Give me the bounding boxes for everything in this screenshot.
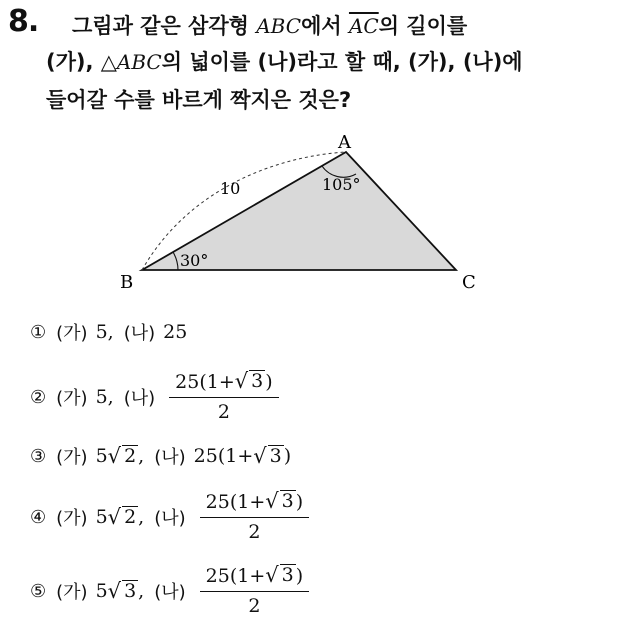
question-line-1 (72, 10, 467, 40)
radical-sign: √ (265, 489, 279, 514)
answer-na-text: ) (283, 445, 292, 467)
radicand: 3 (281, 490, 294, 513)
sqrt (108, 445, 138, 467)
question-text: 의 길이를 (378, 14, 468, 38)
choice-5[interactable] (30, 564, 309, 618)
label-ga: (가) (56, 582, 88, 603)
question-text: 에서 (301, 14, 349, 38)
answer-na: 25 (163, 321, 188, 343)
question-text: 의 넓이를 (나)라고 할 때, (가), (나)에 (161, 50, 523, 74)
triangle-name: ABC (256, 14, 302, 38)
choice-1[interactable] (30, 312, 187, 352)
numerator-text: 25(1+ (205, 565, 266, 588)
question-line-2 (46, 46, 523, 76)
sqrt (108, 506, 138, 528)
label-ga: (가) (56, 508, 88, 529)
choice-number: ④ (30, 506, 47, 528)
numerator-text: ) (295, 565, 304, 588)
fraction-numerator (200, 490, 310, 518)
radicand: 3 (281, 564, 294, 587)
label-ga: (가) (56, 447, 88, 468)
fraction-denominator: 2 (248, 594, 261, 617)
side-length-label: 10 (220, 179, 241, 198)
triangle-name: ABC (116, 50, 162, 74)
triangle-figure (110, 126, 490, 296)
choice-number: ② (30, 386, 47, 408)
answer-ga: 5 (95, 386, 108, 408)
label-na: (나) (154, 447, 186, 468)
angle-b-label: 30° (180, 251, 209, 270)
choice-number: ① (30, 321, 47, 343)
sqrt (265, 490, 295, 512)
label-na: (나) (154, 582, 186, 603)
sqrt (108, 580, 138, 602)
fraction-numerator (200, 564, 310, 592)
radicand: 3 (269, 445, 282, 468)
comma: , (107, 321, 114, 343)
segment-ac: $\overline{AC}$ (348, 14, 379, 38)
comma: , (107, 386, 114, 408)
sqrt (253, 445, 283, 467)
question-text: 그림과 같은 삼각형 (72, 14, 257, 38)
answer-ga-coef: 5 (95, 506, 108, 528)
numerator-text: 25(1+ (205, 491, 266, 514)
choice-2[interactable] (30, 370, 279, 424)
fraction-numerator (169, 370, 279, 398)
answer-na-fraction (200, 564, 310, 617)
comma: , (138, 506, 145, 528)
radical-sign: √ (234, 369, 249, 394)
angle-a-label: 105° (322, 175, 361, 194)
radical-sign: √ (253, 443, 267, 468)
fraction-denominator: 2 (217, 400, 230, 423)
numerator-text: ) (295, 491, 304, 514)
vertex-a-label: A (338, 132, 351, 153)
numerator-text: ) (265, 371, 273, 394)
answer-na-fraction (200, 490, 310, 543)
sqrt (265, 564, 295, 586)
question-text: (가), △ (46, 50, 117, 74)
sqrt (235, 370, 265, 392)
question-line-3: 들어갈 수를 바르게 짝지은 것은? (46, 88, 352, 112)
radicand: 3 (251, 370, 264, 393)
label-ga: (가) (56, 388, 88, 409)
label-na: (나) (154, 508, 186, 529)
radical-sign: √ (107, 578, 122, 603)
comma: , (138, 580, 145, 602)
radicand: 2 (124, 506, 137, 529)
answer-ga-coef: 5 (95, 580, 108, 602)
vertex-b-label: B (120, 272, 134, 293)
vertex-c-label: C (462, 272, 476, 293)
answer-na-fraction (169, 370, 279, 423)
question-number: 8. (8, 4, 39, 39)
numerator-text: 25(1+ (175, 371, 235, 394)
label-na: (나) (123, 388, 156, 409)
radical-sign: √ (107, 504, 122, 529)
fraction-denominator: 2 (248, 520, 261, 543)
label-na: (나) (123, 323, 156, 344)
answer-ga: 5 (95, 321, 108, 343)
comma: , (138, 445, 145, 467)
answer-na-text: 25(1+ (193, 445, 254, 467)
choice-number: ⑤ (30, 580, 47, 602)
choice-number: ③ (30, 445, 47, 467)
radicand: 3 (124, 580, 137, 603)
label-ga: (가) (56, 323, 88, 344)
radical-sign: √ (107, 443, 122, 468)
radical-sign: √ (265, 563, 279, 588)
answer-ga-coef: 5 (95, 445, 108, 467)
radicand: 2 (124, 445, 137, 468)
choice-3[interactable] (30, 436, 291, 476)
choice-4[interactable] (30, 490, 309, 544)
